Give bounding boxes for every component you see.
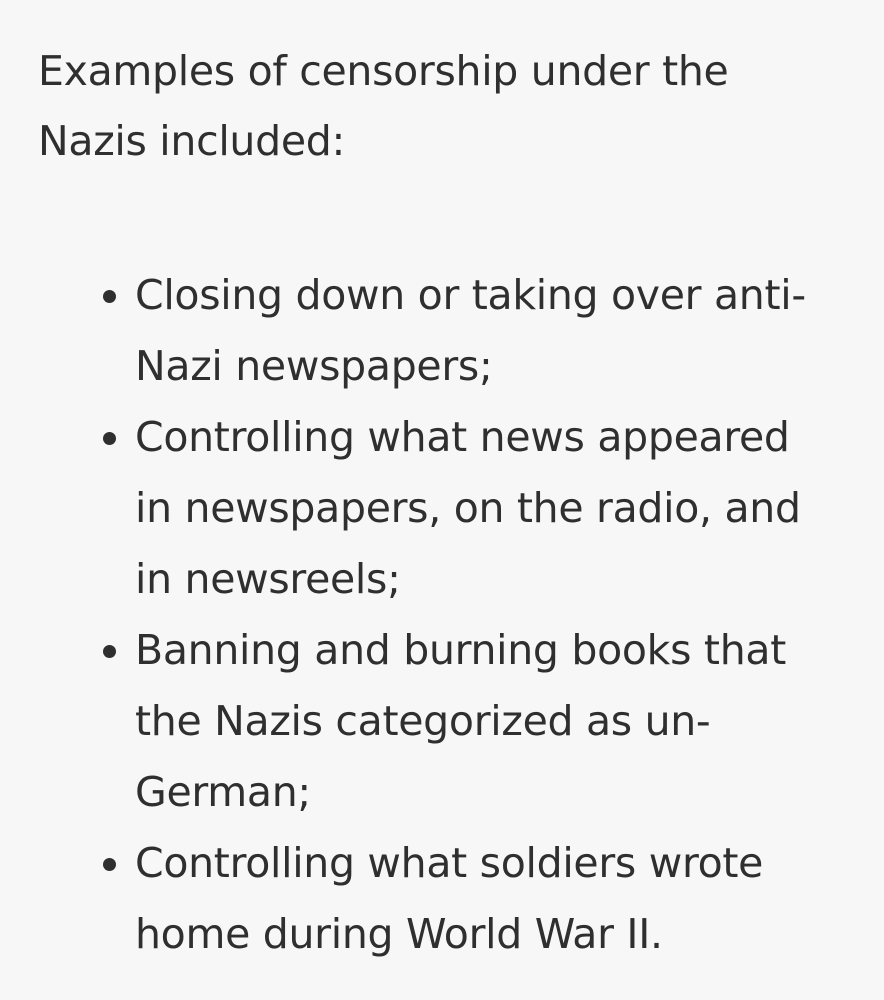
list-item-closing-newspapers: Closing down or taking over anti-Nazi newspapers; [135, 260, 835, 402]
list-item-controlling-news: Controlling what news appeared in newspapers, on the radio, and in newsreels; [135, 402, 835, 615]
list-item-banning-books: Banning and burning books that the Nazis categorized as un-German; [135, 615, 835, 828]
list-item-controlling-soldier-letters: Controlling what soldiers wrote home during World War II. [135, 828, 835, 970]
censorship-examples-list [38, 260, 844, 970]
intro-paragraph: Examples of censorship under the Nazis included: [38, 47, 729, 165]
